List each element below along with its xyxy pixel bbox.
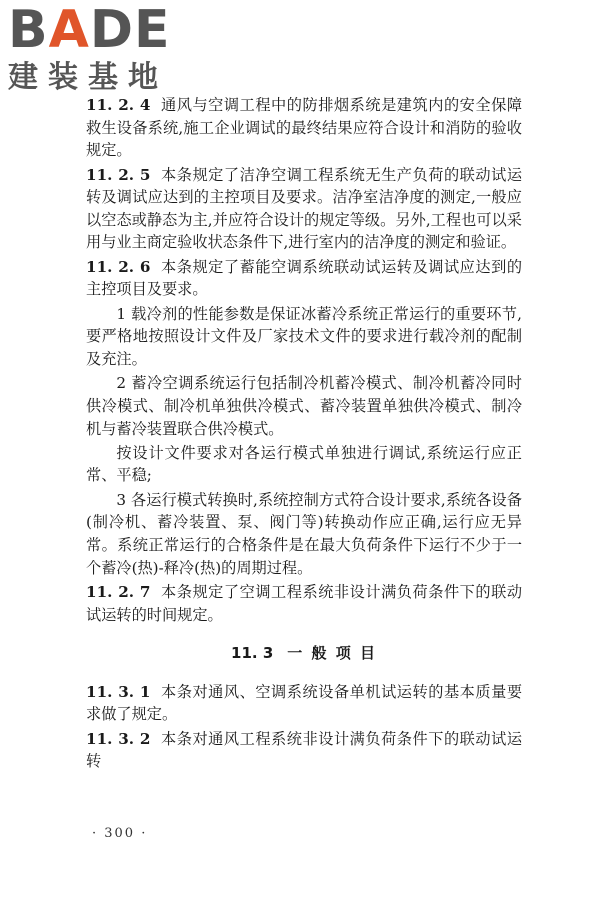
clause-paragraph	[86, 164, 522, 254]
clause-group-11-2	[86, 94, 522, 626]
paragraph-text: 本条规定了蓄能空调系统联动试运转及调试应达到的主控项目及要求。	[86, 257, 523, 299]
paragraph-text: 本条对通风工程系统非设计满负荷条件下的联动试运转	[86, 729, 523, 771]
logo-letter-b: B	[8, 0, 49, 60]
clause-number: 11. 2. 5	[86, 165, 151, 184]
paragraph-text: 本条对通风、空调系统设备单机试运转的基本质量要求做了规定。	[86, 682, 523, 724]
body-paragraph	[86, 303, 522, 371]
body-paragraph	[86, 372, 522, 440]
section-heading	[86, 642, 522, 665]
section-number: 11. 3	[231, 644, 274, 663]
paragraph-text: 3 各运行模式转换时,系统控制方式符合设计要求,系统各设备(制冷机、蓄冷装置、泵、阀门等)转换动作应正确,运行应无异常。系统正常运行的合格条件是在最大负荷条件下运行不少于一个蓄冷(热)-释冷(热)的周期过程。	[86, 490, 522, 577]
clause-group-11-3	[86, 681, 522, 773]
paragraph-text: 2 蓄冷空调系统运行包括制冷机蓄冷模式、制冷机蓄冷同时供冷模式、制冷机单独供冷模式、蓄冷装置单独供冷模式、制冷机与蓄冷装置联合供冷模式。	[86, 374, 522, 438]
clause-number: 11. 3. 2	[86, 729, 151, 748]
section-title: 一 般 项 目	[287, 644, 377, 663]
clause-number: 11. 2. 6	[86, 257, 151, 276]
body-paragraph	[86, 442, 522, 487]
clause-number: 11. 2. 4	[86, 96, 151, 114]
paragraph-text: 通风与空调工程中的防排烟系统是建筑内的安全保障救生设备系统,施工企业调试的最终结果应符合设计和消防的验收规定。	[86, 96, 523, 160]
logo-wordmark	[8, 0, 183, 60]
logo-letter-a: A	[48, 0, 90, 60]
paragraph-text: 按设计文件要求对各运行模式单独进行调试,系统运行应正常、平稳;	[86, 443, 522, 485]
paragraph-text: 1 载冷剂的性能参数是保证冰蓄冷系统正常运行的重要环节,要严格地按照设计文件及厂家技术文件的要求进行载冷剂的配制及充注。	[86, 304, 522, 368]
clause-paragraph	[86, 728, 522, 773]
clause-number: 11. 2. 7	[86, 583, 151, 602]
document-body	[86, 94, 522, 775]
paragraph-text: 本条规定了空调工程系统非设计满负荷条件下的联动试运转的时间规定。	[86, 583, 523, 624]
logo-subtitle: 建装基地	[8, 60, 168, 95]
page-number: · 300 ·	[92, 826, 148, 841]
paragraph-text: 本条规定了洁净空调工程系统无生产负荷的联动试运转及调试应达到的主控项目及要求。洁净室洁净度的测定,一般应以空态或静态为主,并应符合设计的规定等级。另外,工程也可以采用与业主商定验收状态条件下,进行室内的洁净度的测定和验证。	[86, 165, 523, 252]
clause-number: 11. 3. 1	[86, 682, 151, 701]
clause-paragraph	[86, 256, 522, 301]
body-paragraph	[86, 489, 522, 579]
logo-letters-de: DE	[89, 0, 171, 60]
clause-paragraph	[86, 94, 522, 162]
bade-logo	[8, 0, 183, 96]
clause-paragraph	[86, 581, 522, 626]
clause-paragraph	[86, 681, 522, 726]
